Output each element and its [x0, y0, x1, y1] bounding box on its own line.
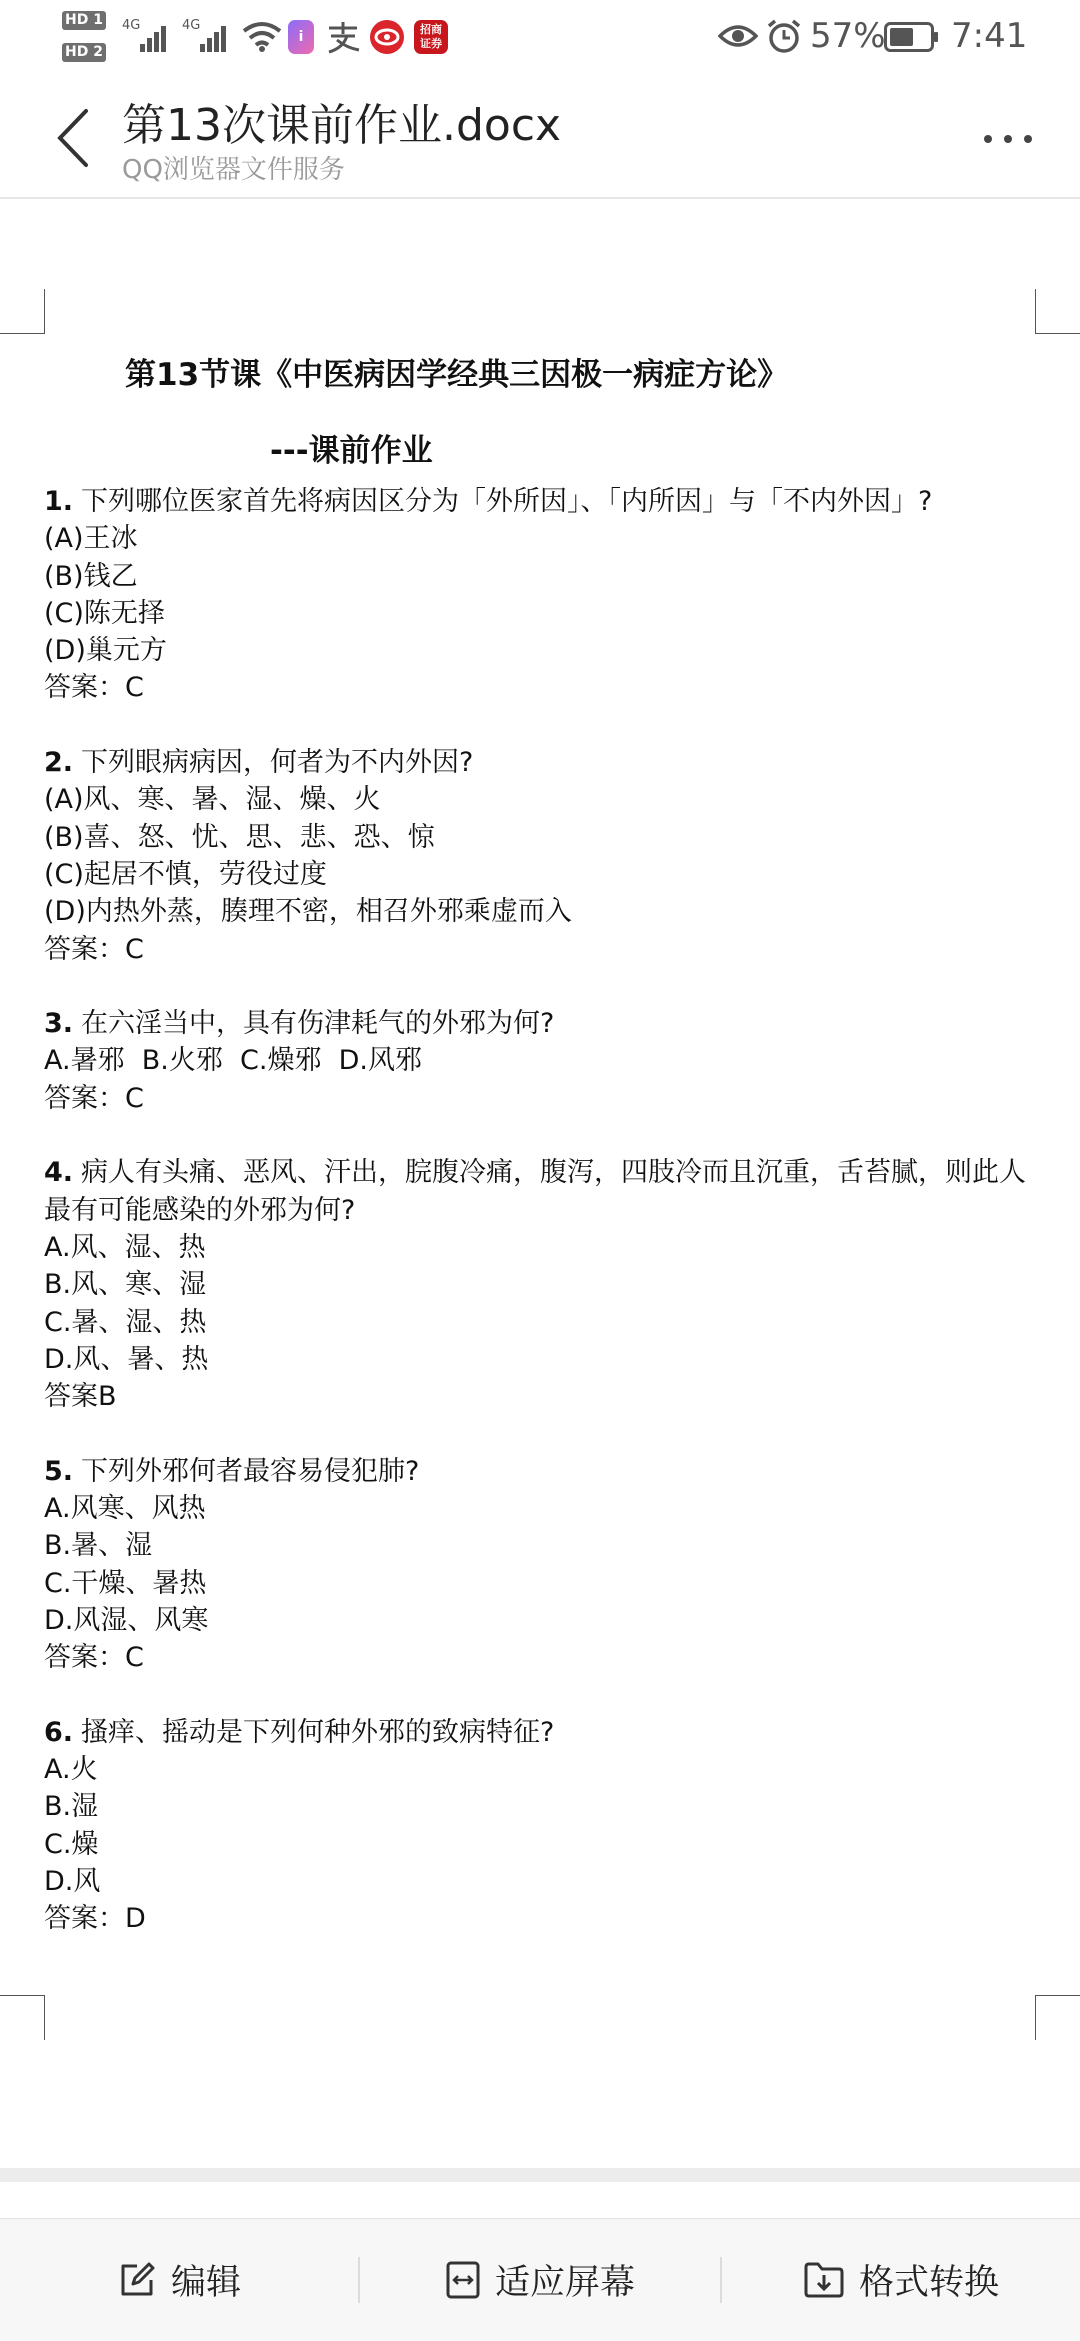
- document-viewer[interactable]: [0, 199, 1080, 2169]
- question-option: (C)陈无择: [44, 597, 165, 629]
- question-text: 下列哪位医家首先将病因区分为「外所因」、「内所因」与「不内外因」?: [81, 486, 933, 517]
- question-answer: 答案：C: [44, 933, 144, 965]
- question-option: D.风: [44, 1865, 101, 1897]
- page-divider: [0, 2168, 1080, 2182]
- question-number: 6.: [44, 1716, 74, 1748]
- question-option: A.暑邪 B.火邪 C.燥邪 D.风邪: [44, 1045, 422, 1077]
- question-number: 5.: [44, 1455, 74, 1487]
- edit-icon: [117, 2260, 157, 2300]
- question-option: D.风湿、风寒: [44, 1604, 209, 1636]
- alarm-icon: [766, 18, 802, 54]
- question-option: A.火: [44, 1754, 98, 1786]
- page-subtitle: QQ浏览器文件服务: [122, 155, 345, 185]
- zhaoshang-icon: 招商 证券: [414, 20, 448, 54]
- question-option: (D)巢元方: [44, 635, 167, 667]
- question-answer: 答案：D: [44, 1903, 146, 1935]
- edit-label: 编辑: [170, 2263, 241, 2303]
- question-option: A.风、湿、热: [44, 1231, 206, 1263]
- document-heading: 第13节课《中医病因学经典三因极一病症方论》: [125, 357, 789, 393]
- question-item: [44, 483, 1036, 707]
- question-answer: 答案：C: [44, 1082, 144, 1114]
- question-item: [44, 744, 1036, 968]
- signal-icon: 4G: [182, 22, 228, 52]
- question-item: [44, 1154, 1036, 1415]
- question-text: 下列眼病病因，何者为不内外因?: [81, 747, 474, 779]
- wifi-icon: [242, 20, 282, 52]
- question-text: 病人有头痛、恶风、汗出，脘腹冷痛，腹泻，四肢冷而且沉重，舌苔腻，则此人最有可能感染的外邪为何?: [44, 1157, 1027, 1226]
- question-item: [44, 1714, 1036, 1938]
- app-header: [0, 75, 1080, 199]
- question-option: (B)喜、怒、忧、思、悲、恐、惊: [44, 821, 435, 853]
- question-option: B.暑、湿: [44, 1530, 153, 1562]
- question-item: [44, 1453, 1036, 1677]
- question-option: D.风、暑、热: [44, 1343, 209, 1375]
- question-number: 2.: [44, 747, 74, 779]
- question-text: 搔痒、摇动是下列何种外邪的致病特征?: [81, 1716, 555, 1748]
- question-option: C.干燥、暑热: [44, 1567, 207, 1599]
- more-icon: [984, 135, 992, 143]
- back-button[interactable]: [50, 103, 100, 173]
- sim1-indicator: HD 1: [62, 10, 110, 30]
- question-option: (D)内热外蒸，腠理不密，相召外邪乘虚而入: [44, 896, 572, 928]
- bottom-toolbar: [0, 2218, 1080, 2341]
- eye-icon: [718, 22, 758, 50]
- question-option: (B)钱乙: [44, 560, 138, 592]
- more-options-button[interactable]: [980, 115, 1036, 165]
- app-icon: [370, 20, 404, 54]
- page-corner-mark: [0, 289, 45, 334]
- question-option: (A)风、寒、暑、湿、燥、火: [44, 784, 381, 816]
- question-list: [44, 483, 1036, 1975]
- question-number: 1.: [44, 486, 74, 517]
- question-number: 3.: [44, 1008, 74, 1040]
- page-corner-mark: [1035, 289, 1080, 334]
- page-corner-mark: [0, 1995, 45, 2040]
- alipay-icon: [325, 20, 361, 54]
- back-arrow-icon: [60, 111, 86, 165]
- question-answer: 答案：C: [44, 672, 144, 704]
- format-convert-label: 格式转换: [858, 2263, 999, 2303]
- question-option: B.湿: [44, 1791, 99, 1823]
- edit-button[interactable]: [0, 2219, 358, 2341]
- document-subheading: ---课前作业: [270, 433, 433, 469]
- fit-screen-icon: [445, 2260, 481, 2300]
- app-icon: i: [288, 20, 314, 54]
- question-answer: 答案B: [44, 1381, 117, 1413]
- sim2-indicator: HD 2: [62, 42, 110, 62]
- question-text: 在六淫当中，具有伤津耗气的外邪为何?: [81, 1008, 555, 1040]
- clock: 7:41: [951, 16, 1028, 56]
- question-option: A.风寒、风热: [44, 1493, 206, 1525]
- folder-download-icon: [803, 2261, 845, 2299]
- question-option: C.燥: [44, 1828, 99, 1860]
- fit-screen-button[interactable]: [360, 2219, 720, 2341]
- status-bar: [0, 0, 1080, 75]
- battery-percentage: 57%: [810, 16, 886, 56]
- question-option: C.暑、湿、热: [44, 1306, 207, 1338]
- question-option: B.风、寒、湿: [44, 1269, 207, 1301]
- question-item: [44, 1005, 1036, 1117]
- format-convert-button[interactable]: [722, 2219, 1080, 2341]
- question-number: 4.: [44, 1157, 74, 1189]
- page-title: 第13次课前作业.docx: [122, 100, 562, 151]
- signal-icon: 4G: [122, 22, 168, 52]
- question-option: (A)王冰: [44, 523, 138, 555]
- battery-icon: [884, 22, 940, 52]
- question-option: (C)起居不慎，劳役过度: [44, 858, 327, 890]
- fit-screen-label: 适应屏幕: [494, 2263, 635, 2303]
- question-answer: 答案：C: [44, 1642, 144, 1674]
- question-text: 下列外邪何者最容易侵犯肺?: [81, 1455, 420, 1487]
- page-corner-mark: [1035, 1995, 1080, 2040]
